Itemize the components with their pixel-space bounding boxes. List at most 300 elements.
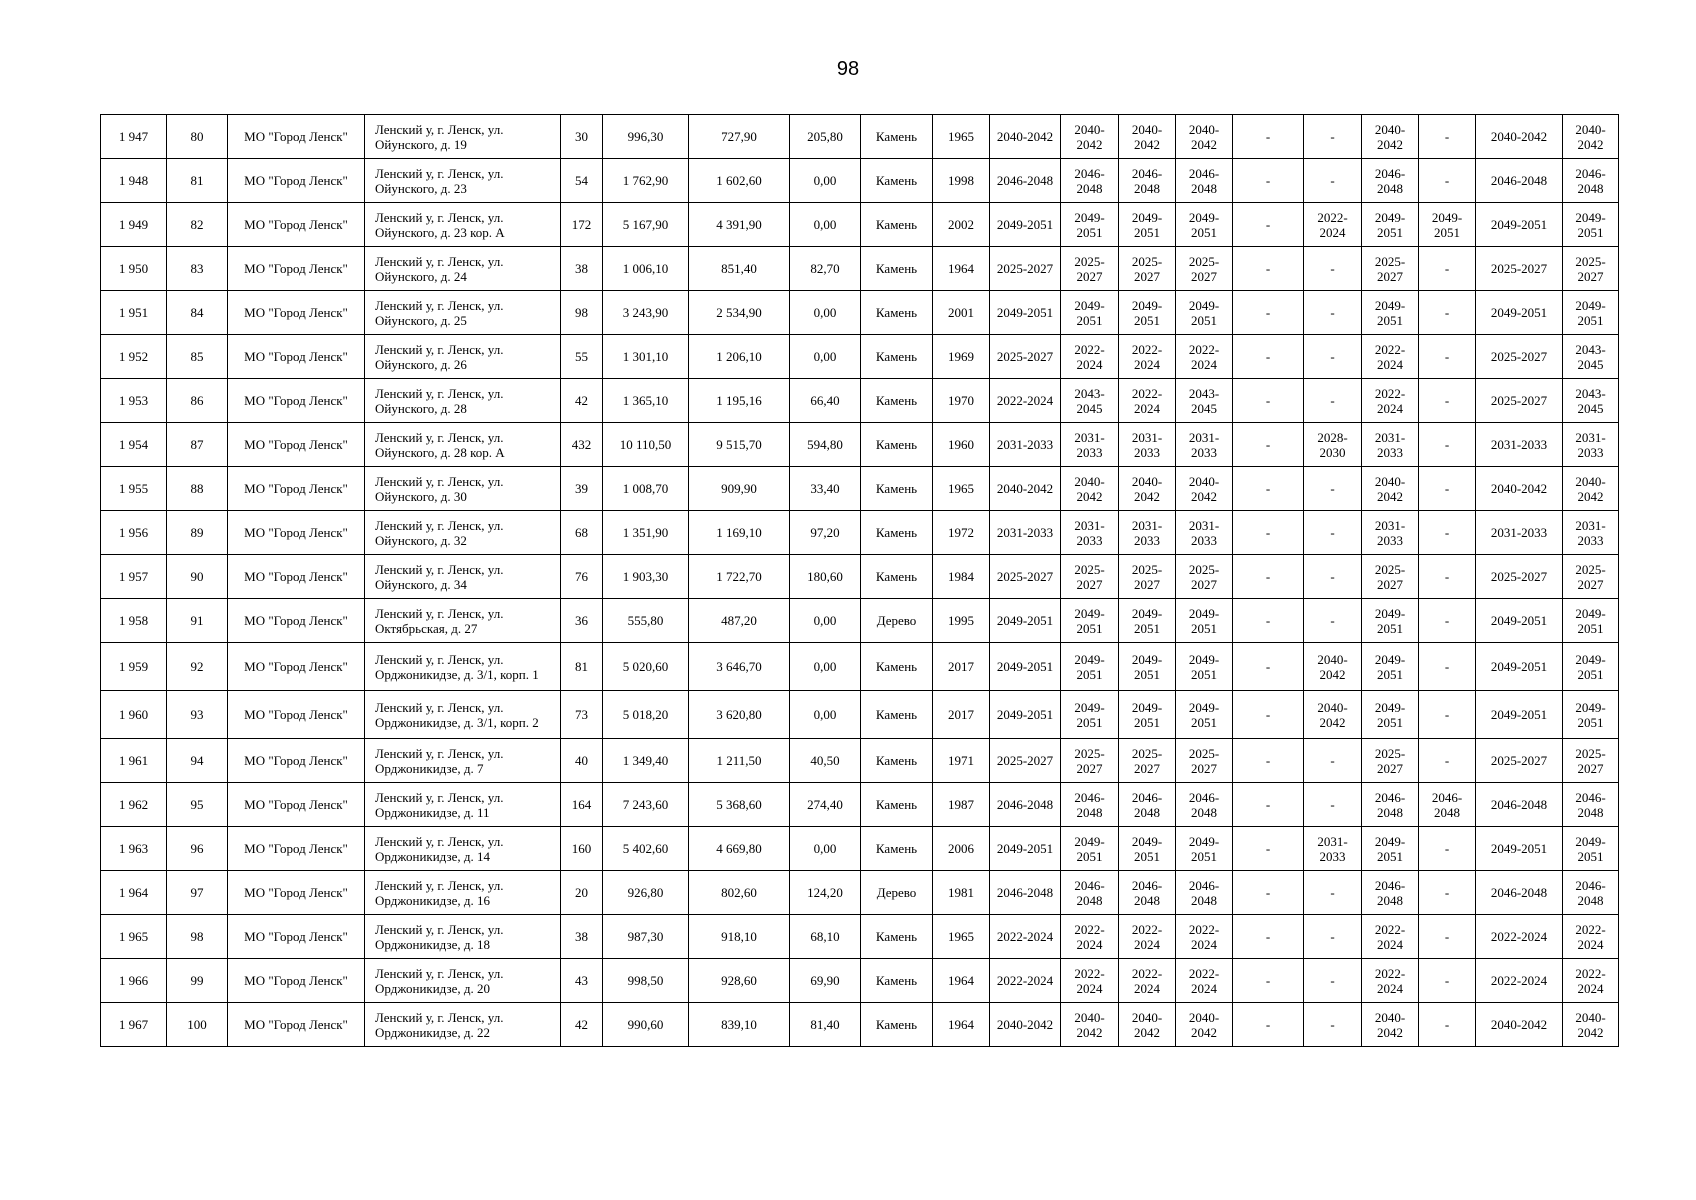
cell-non-living-area: 0,00 [790,203,861,247]
cell-total-area: 1 008,70 [603,467,689,511]
cell-period-foundation: 2040-2042 [1119,1003,1176,1047]
cell-period-water: 2046-2048 [1476,159,1563,203]
cell-year-built: 2002 [933,203,990,247]
cell-period-electric: 2031-2033 [1563,511,1619,555]
cell-wall-material: Камень [861,379,933,423]
cell-non-living-area: 81,40 [790,1003,861,1047]
table-row [101,467,1619,511]
cell-year-built: 1998 [933,159,990,203]
cell-period-elevator: - [1233,291,1304,335]
cell-period-roof: 2049-2051 [990,203,1061,247]
cell-period-engineering: - [1304,1003,1362,1047]
cell-period-foundation: 2049-2051 [1119,827,1176,871]
table-row [101,247,1619,291]
cell-period-facade: 2049-2051 [1061,203,1119,247]
cell-record-no: 1 948 [101,159,167,203]
cell-period-roof: 2046-2048 [990,159,1061,203]
cell-period-engineering: 2031-2033 [1304,827,1362,871]
cell-period-heating: 2049-2051 [1362,691,1419,739]
cell-total-area: 998,50 [603,959,689,1003]
cell-wall-material: Камень [861,783,933,827]
cell-period-elevator: - [1233,643,1304,691]
cell-municipality: МО "Город Ленск" [228,915,365,959]
cell-period-basement: 2025-2027 [1176,739,1233,783]
cell-period-roof: 2025-2027 [990,247,1061,291]
cell-period-elevator: - [1233,247,1304,291]
cell-item-no: 100 [167,1003,228,1047]
cell-period-facade: 2022-2024 [1061,915,1119,959]
cell-year-built: 2017 [933,691,990,739]
cell-record-no: 1 958 [101,599,167,643]
cell-item-no: 94 [167,739,228,783]
cell-period-roof: 2049-2051 [990,827,1061,871]
cell-period-water: 2031-2033 [1476,511,1563,555]
cell-period-heating: 2025-2027 [1362,247,1419,291]
cell-municipality: МО "Город Ленск" [228,783,365,827]
cell-wall-material: Камень [861,291,933,335]
table-row [101,555,1619,599]
cell-wall-material: Дерево [861,599,933,643]
cell-period-basement: 2022-2024 [1176,959,1233,1003]
table-row [101,203,1619,247]
cell-period-roof: 2025-2027 [990,555,1061,599]
cell-year-built: 1971 [933,739,990,783]
table-row [101,739,1619,783]
cell-period-elevator: - [1233,555,1304,599]
cell-period-foundation: 2049-2051 [1119,291,1176,335]
cell-year-built: 2017 [933,643,990,691]
cell-year-built: 1987 [933,783,990,827]
cell-period-foundation: 2049-2051 [1119,203,1176,247]
cell-municipality: МО "Город Ленск" [228,291,365,335]
cell-record-no: 1 959 [101,643,167,691]
cell-address: Ленский у, г. Ленск, ул. Орджоникидзе, д. 20 [365,959,561,1003]
cell-year-built: 1964 [933,959,990,1003]
cell-period-facade: 2049-2051 [1061,643,1119,691]
cell-period-basement: 2049-2051 [1176,203,1233,247]
cell-residents: 38 [561,247,603,291]
cell-period-facade: 2022-2024 [1061,959,1119,1003]
cell-period-heating: 2046-2048 [1362,783,1419,827]
cell-address: Ленский у, г. Ленск, ул. Ойунского, д. 23 [365,159,561,203]
cell-period-foundation: 2049-2051 [1119,691,1176,739]
cell-residents: 39 [561,467,603,511]
cell-period-water: 2025-2027 [1476,739,1563,783]
cell-non-living-area: 180,60 [790,555,861,599]
cell-period-heating: 2040-2042 [1362,467,1419,511]
cell-residents: 40 [561,739,603,783]
cell-period-engineering: - [1304,555,1362,599]
cell-non-living-area: 0,00 [790,643,861,691]
cell-period-foundation: 2022-2024 [1119,379,1176,423]
cell-period-electric: 2049-2051 [1563,691,1619,739]
cell-municipality: МО "Город Ленск" [228,467,365,511]
cell-period-water: 2049-2051 [1476,643,1563,691]
cell-period-elevator: - [1233,915,1304,959]
cell-living-area: 1 211,50 [689,739,790,783]
cell-period-electric: 2046-2048 [1563,871,1619,915]
cell-period-roof: 2022-2024 [990,379,1061,423]
cell-wall-material: Камень [861,203,933,247]
cell-period-gas: 2049-2051 [1419,203,1476,247]
cell-period-gas: - [1419,335,1476,379]
cell-wall-material: Камень [861,691,933,739]
cell-record-no: 1 966 [101,959,167,1003]
cell-period-elevator: - [1233,335,1304,379]
cell-year-built: 1981 [933,871,990,915]
cell-total-area: 7 243,60 [603,783,689,827]
cell-wall-material: Камень [861,959,933,1003]
cell-address: Ленский у, г. Ленск, ул. Октябрьская, д. 27 [365,599,561,643]
cell-period-elevator: - [1233,379,1304,423]
cell-period-gas: - [1419,871,1476,915]
cell-municipality: МО "Город Ленск" [228,203,365,247]
cell-period-electric: 2049-2051 [1563,291,1619,335]
cell-period-engineering: 2028-2030 [1304,423,1362,467]
cell-period-elevator: - [1233,739,1304,783]
cell-period-gas: - [1419,555,1476,599]
cell-living-area: 4 669,80 [689,827,790,871]
cell-period-basement: 2040-2042 [1176,115,1233,159]
cell-living-area: 2 534,90 [689,291,790,335]
cell-period-electric: 2043-2045 [1563,335,1619,379]
cell-period-facade: 2025-2027 [1061,739,1119,783]
cell-record-no: 1 957 [101,555,167,599]
cell-period-gas: - [1419,159,1476,203]
cell-period-gas: - [1419,379,1476,423]
cell-item-no: 84 [167,291,228,335]
cell-period-engineering: - [1304,915,1362,959]
cell-period-roof: 2049-2051 [990,599,1061,643]
cell-total-area: 5 402,60 [603,827,689,871]
cell-period-basement: 2043-2045 [1176,379,1233,423]
cell-non-living-area: 0,00 [790,599,861,643]
cell-period-electric: 2046-2048 [1563,159,1619,203]
cell-residents: 43 [561,959,603,1003]
cell-period-foundation: 2025-2027 [1119,247,1176,291]
cell-period-engineering: - [1304,379,1362,423]
cell-period-foundation: 2049-2051 [1119,643,1176,691]
cell-residents: 20 [561,871,603,915]
cell-total-area: 1 903,30 [603,555,689,599]
cell-municipality: МО "Город Ленск" [228,871,365,915]
cell-year-built: 2006 [933,827,990,871]
cell-period-foundation: 2022-2024 [1119,915,1176,959]
cell-residents: 38 [561,915,603,959]
cell-residents: 42 [561,1003,603,1047]
cell-wall-material: Камень [861,643,933,691]
cell-period-gas: - [1419,691,1476,739]
cell-total-area: 1 351,90 [603,511,689,555]
cell-period-facade: 2040-2042 [1061,115,1119,159]
cell-period-gas: - [1419,599,1476,643]
cell-address: Ленский у, г. Ленск, ул. Орджоникидзе, д. 7 [365,739,561,783]
cell-period-facade: 2031-2033 [1061,511,1119,555]
cell-municipality: МО "Город Ленск" [228,739,365,783]
table-row [101,423,1619,467]
cell-period-water: 2025-2027 [1476,247,1563,291]
cell-address: Ленский у, г. Ленск, ул. Орджоникидзе, д. 3/1, корп. 2 [365,691,561,739]
cell-non-living-area: 0,00 [790,827,861,871]
cell-year-built: 1970 [933,379,990,423]
cell-item-no: 83 [167,247,228,291]
table-row [101,335,1619,379]
cell-item-no: 87 [167,423,228,467]
cell-period-roof: 2031-2033 [990,511,1061,555]
cell-period-engineering: 2022-2024 [1304,203,1362,247]
cell-period-facade: 2025-2027 [1061,555,1119,599]
cell-period-heating: 2022-2024 [1362,959,1419,1003]
cell-period-elevator: - [1233,511,1304,555]
cell-total-area: 1 365,10 [603,379,689,423]
cell-residents: 164 [561,783,603,827]
cell-residents: 55 [561,335,603,379]
housing-register-table [100,114,1619,1047]
cell-period-foundation: 2031-2033 [1119,423,1176,467]
cell-non-living-area: 0,00 [790,691,861,739]
cell-non-living-area: 0,00 [790,159,861,203]
cell-total-area: 5 018,20 [603,691,689,739]
cell-period-elevator: - [1233,1003,1304,1047]
cell-period-engineering: - [1304,467,1362,511]
cell-year-built: 1969 [933,335,990,379]
cell-period-elevator: - [1233,203,1304,247]
cell-period-heating: 2025-2027 [1362,739,1419,783]
cell-period-water: 2049-2051 [1476,203,1563,247]
cell-period-water: 2022-2024 [1476,915,1563,959]
cell-wall-material: Камень [861,739,933,783]
cell-period-foundation: 2025-2027 [1119,739,1176,783]
cell-period-foundation: 2049-2051 [1119,599,1176,643]
cell-period-foundation: 2046-2048 [1119,783,1176,827]
cell-period-electric: 2022-2024 [1563,915,1619,959]
cell-wall-material: Камень [861,915,933,959]
cell-period-roof: 2025-2027 [990,739,1061,783]
cell-municipality: МО "Город Ленск" [228,691,365,739]
cell-period-elevator: - [1233,959,1304,1003]
cell-period-facade: 2031-2033 [1061,423,1119,467]
cell-period-gas: - [1419,115,1476,159]
cell-living-area: 928,60 [689,959,790,1003]
cell-period-heating: 2049-2051 [1362,203,1419,247]
cell-municipality: МО "Город Ленск" [228,555,365,599]
cell-residents: 42 [561,379,603,423]
cell-period-roof: 2046-2048 [990,871,1061,915]
cell-wall-material: Камень [861,1003,933,1047]
cell-year-built: 1984 [933,555,990,599]
table-row [101,291,1619,335]
cell-period-foundation: 2040-2042 [1119,115,1176,159]
cell-period-heating: 2031-2033 [1362,423,1419,467]
cell-period-water: 2040-2042 [1476,1003,1563,1047]
cell-period-water: 2049-2051 [1476,599,1563,643]
cell-period-facade: 2040-2042 [1061,467,1119,511]
cell-period-gas: - [1419,511,1476,555]
cell-record-no: 1 947 [101,115,167,159]
cell-period-heating: 2040-2042 [1362,115,1419,159]
cell-period-facade: 2049-2051 [1061,691,1119,739]
cell-wall-material: Камень [861,335,933,379]
cell-residents: 98 [561,291,603,335]
table-row [101,511,1619,555]
cell-period-elevator: - [1233,599,1304,643]
cell-non-living-area: 69,90 [790,959,861,1003]
cell-period-heating: 2049-2051 [1362,827,1419,871]
cell-period-water: 2040-2042 [1476,115,1563,159]
cell-period-electric: 2031-2033 [1563,423,1619,467]
cell-period-basement: 2046-2048 [1176,159,1233,203]
cell-residents: 68 [561,511,603,555]
cell-period-heating: 2049-2051 [1362,291,1419,335]
cell-item-no: 96 [167,827,228,871]
cell-period-facade: 2043-2045 [1061,379,1119,423]
cell-period-engineering: - [1304,335,1362,379]
cell-period-foundation: 2046-2048 [1119,871,1176,915]
cell-item-no: 97 [167,871,228,915]
cell-item-no: 99 [167,959,228,1003]
cell-period-heating: 2031-2033 [1362,511,1419,555]
cell-address: Ленский у, г. Ленск, ул. Орджоникидзе, д. 16 [365,871,561,915]
cell-period-heating: 2022-2024 [1362,915,1419,959]
cell-living-area: 918,10 [689,915,790,959]
cell-period-gas: - [1419,827,1476,871]
cell-address: Ленский у, г. Ленск, ул. Ойунского, д. 19 [365,115,561,159]
cell-record-no: 1 967 [101,1003,167,1047]
cell-address: Ленский у, г. Ленск, ул. Ойунского, д. 30 [365,467,561,511]
cell-wall-material: Камень [861,467,933,511]
cell-address: Ленский у, г. Ленск, ул. Ойунского, д. 34 [365,555,561,599]
cell-non-living-area: 33,40 [790,467,861,511]
cell-period-foundation: 2046-2048 [1119,159,1176,203]
cell-period-electric: 2049-2051 [1563,827,1619,871]
cell-address: Ленский у, г. Ленск, ул. Ойунского, д. 23 кор. А [365,203,561,247]
cell-item-no: 91 [167,599,228,643]
cell-period-engineering: 2040-2042 [1304,643,1362,691]
cell-non-living-area: 205,80 [790,115,861,159]
cell-period-electric: 2049-2051 [1563,599,1619,643]
cell-period-elevator: - [1233,115,1304,159]
cell-living-area: 1 206,10 [689,335,790,379]
cell-total-area: 5 020,60 [603,643,689,691]
cell-period-gas: - [1419,1003,1476,1047]
cell-period-foundation: 2025-2027 [1119,555,1176,599]
cell-item-no: 92 [167,643,228,691]
cell-municipality: МО "Город Ленск" [228,511,365,555]
cell-living-area: 4 391,90 [689,203,790,247]
cell-record-no: 1 955 [101,467,167,511]
cell-living-area: 9 515,70 [689,423,790,467]
cell-record-no: 1 960 [101,691,167,739]
cell-living-area: 1 169,10 [689,511,790,555]
cell-non-living-area: 274,40 [790,783,861,827]
cell-wall-material: Камень [861,247,933,291]
cell-period-heating: 2049-2051 [1362,643,1419,691]
cell-address: Ленский у, г. Ленск, ул. Орджоникидзе, д. 14 [365,827,561,871]
cell-living-area: 3 620,80 [689,691,790,739]
cell-period-gas: - [1419,247,1476,291]
cell-living-area: 5 368,60 [689,783,790,827]
cell-period-facade: 2046-2048 [1061,871,1119,915]
cell-period-facade: 2022-2024 [1061,335,1119,379]
cell-period-engineering: - [1304,511,1362,555]
cell-period-facade: 2049-2051 [1061,599,1119,643]
cell-period-heating: 2046-2048 [1362,159,1419,203]
table-row [101,691,1619,739]
cell-year-built: 1965 [933,115,990,159]
cell-period-electric: 2025-2027 [1563,739,1619,783]
cell-period-basement: 2049-2051 [1176,827,1233,871]
cell-period-foundation: 2040-2042 [1119,467,1176,511]
cell-period-basement: 2049-2051 [1176,291,1233,335]
table-body [101,115,1619,1047]
cell-residents: 172 [561,203,603,247]
cell-living-area: 909,90 [689,467,790,511]
cell-record-no: 1 963 [101,827,167,871]
cell-municipality: МО "Город Ленск" [228,959,365,1003]
cell-period-elevator: - [1233,871,1304,915]
cell-period-roof: 2046-2048 [990,783,1061,827]
cell-record-no: 1 950 [101,247,167,291]
cell-address: Ленский у, г. Ленск, ул. Орджоникидзе, д. 18 [365,915,561,959]
cell-wall-material: Камень [861,555,933,599]
cell-period-elevator: - [1233,691,1304,739]
cell-item-no: 80 [167,115,228,159]
cell-period-water: 2046-2048 [1476,783,1563,827]
table-row [101,159,1619,203]
cell-year-built: 1964 [933,1003,990,1047]
cell-total-area: 1 301,10 [603,335,689,379]
cell-period-roof: 2049-2051 [990,291,1061,335]
cell-period-water: 2049-2051 [1476,691,1563,739]
table-row [101,783,1619,827]
cell-year-built: 1995 [933,599,990,643]
cell-municipality: МО "Город Ленск" [228,159,365,203]
cell-non-living-area: 97,20 [790,511,861,555]
table-row [101,959,1619,1003]
cell-residents: 30 [561,115,603,159]
cell-period-basement: 2025-2027 [1176,555,1233,599]
table-row [101,827,1619,871]
cell-period-water: 2049-2051 [1476,827,1563,871]
cell-period-engineering: - [1304,291,1362,335]
cell-record-no: 1 954 [101,423,167,467]
cell-period-electric: 2025-2027 [1563,247,1619,291]
cell-period-water: 2031-2033 [1476,423,1563,467]
cell-period-water: 2025-2027 [1476,555,1563,599]
cell-total-area: 555,80 [603,599,689,643]
cell-address: Ленский у, г. Ленск, ул. Орджоникидзе, д. 11 [365,783,561,827]
cell-period-elevator: - [1233,159,1304,203]
cell-item-no: 98 [167,915,228,959]
table-row [101,115,1619,159]
cell-period-heating: 2025-2027 [1362,555,1419,599]
cell-record-no: 1 965 [101,915,167,959]
cell-period-foundation: 2022-2024 [1119,335,1176,379]
cell-municipality: МО "Город Ленск" [228,599,365,643]
cell-item-no: 90 [167,555,228,599]
cell-period-electric: 2046-2048 [1563,783,1619,827]
cell-period-foundation: 2022-2024 [1119,959,1176,1003]
cell-living-area: 3 646,70 [689,643,790,691]
cell-record-no: 1 949 [101,203,167,247]
cell-period-roof: 2025-2027 [990,335,1061,379]
cell-period-water: 2025-2027 [1476,379,1563,423]
cell-wall-material: Камень [861,827,933,871]
cell-year-built: 2001 [933,291,990,335]
cell-period-basement: 2025-2027 [1176,247,1233,291]
cell-period-engineering: - [1304,783,1362,827]
cell-period-roof: 2022-2024 [990,915,1061,959]
